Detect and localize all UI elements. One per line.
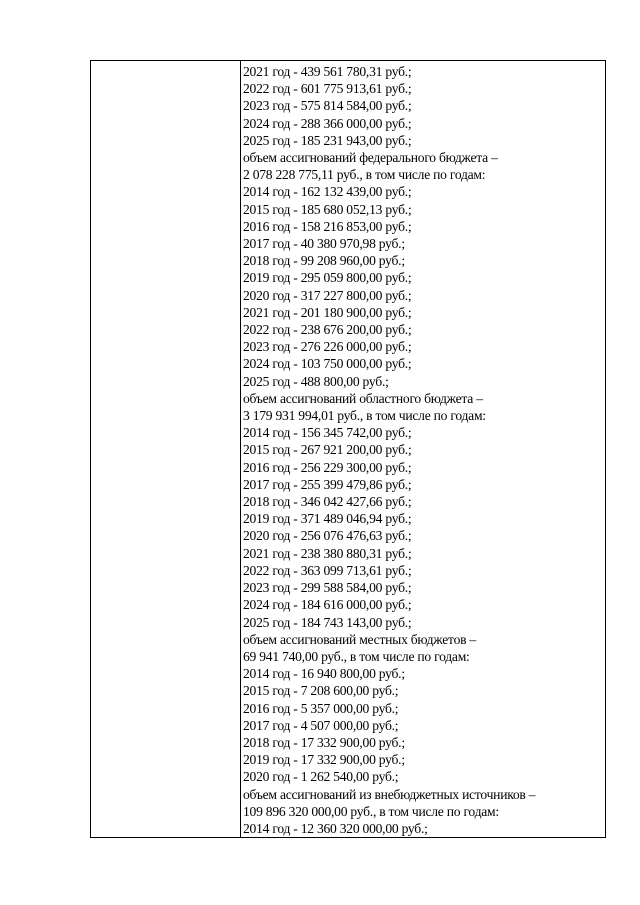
text-line: 2015 год - 267 921 200,00 руб.;: [243, 442, 412, 458]
text-line: 2018 год - 17 332 900,00 руб.;: [243, 734, 405, 750]
text-line: 2014 год - 156 345 742,00 руб.;: [243, 425, 412, 441]
text-line: объем ассигнований из внебюджетных источников –: [243, 786, 536, 802]
text-line: объем ассигнований местных бюджетов –: [243, 631, 476, 647]
text-line: 2014 год - 16 940 800,00 руб.;: [243, 666, 405, 682]
text-line: 2016 год - 256 229 300,00 руб.;: [243, 459, 412, 475]
text-line: 2017 год - 40 380 970,98 руб.;: [243, 236, 405, 252]
text-line: 109 896 320 000,00 руб., в том числе по годам:: [243, 803, 499, 819]
text-line: 2015 год - 7 208 600,00 руб.;: [243, 683, 399, 699]
text-line: 3 179 931 994,01 руб., в том числе по годам:: [243, 408, 486, 424]
text-line: 2021 год - 201 180 900,00 руб.;: [243, 304, 412, 320]
text-line: 2025 год - 488 800,00 руб.;: [243, 373, 389, 389]
table-right-cell: [241, 61, 605, 837]
text-line: 2023 год - 299 588 584,00 руб.;: [243, 580, 412, 596]
text-line: 2021 год - 238 380 880,31 руб.;: [243, 545, 412, 561]
text-line: 2024 год - 184 616 000,00 руб.;: [243, 597, 412, 613]
text-line: 2023 год - 575 814 584,00 руб.;: [243, 98, 412, 114]
text-line: 2024 год - 288 366 000,00 руб.;: [243, 115, 412, 131]
text-line: 2020 год - 256 076 476,63 руб.;: [243, 528, 412, 544]
text-line: 2023 год - 276 226 000,00 руб.;: [243, 339, 412, 355]
text-line: 2017 год - 255 399 479,86 руб.;: [243, 476, 412, 492]
text-line: 2018 год - 346 042 427,66 руб.;: [243, 494, 412, 510]
text-line: 2014 год - 162 132 439,00 руб.;: [243, 184, 412, 200]
text-line: 2024 год - 103 750 000,00 руб.;: [243, 356, 412, 372]
text-line: 2016 год - 158 216 853,00 руб.;: [243, 218, 412, 234]
text-line: 2025 год - 185 231 943,00 руб.;: [243, 132, 412, 148]
text-line: 2014 год - 12 360 320 000,00 руб.;: [243, 820, 428, 836]
table-left-cell: [91, 61, 241, 837]
text-line: 2017 год - 4 507 000,00 руб.;: [243, 717, 399, 733]
text-line: 2018 год - 99 208 960,00 руб.;: [243, 253, 405, 269]
text-line: 2020 год - 1 262 540,00 руб.;: [243, 769, 399, 785]
text-line: 2022 год - 601 775 913,61 руб.;: [243, 81, 412, 97]
text-line: 2022 год - 363 099 713,61 руб.;: [243, 562, 412, 578]
text-line: объем ассигнований областного бюджета –: [243, 390, 483, 406]
text-line: 2019 год - 295 059 800,00 руб.;: [243, 270, 412, 286]
text-line: объем ассигнований федерального бюджета –: [243, 150, 498, 166]
text-line: 2022 год - 238 676 200,00 руб.;: [243, 322, 412, 338]
text-line: 2016 год - 5 357 000,00 руб.;: [243, 700, 399, 716]
text-line: 69 941 740,00 руб., в том числе по годам:: [243, 648, 470, 664]
text-line: 2021 год - 439 561 780,31 руб.;: [243, 64, 412, 79]
text-line: 2025 год - 184 743 143,00 руб.;: [243, 614, 412, 630]
text-line: 2015 год - 185 680 052,13 руб.;: [243, 201, 412, 217]
text-line: 2019 год - 371 489 046,94 руб.;: [243, 511, 412, 527]
text-line: 2020 год - 317 227 800,00 руб.;: [243, 287, 412, 303]
document-table: [90, 60, 606, 838]
text-line: 2 078 228 775,11 руб., в том числе по годам:: [243, 167, 486, 183]
text-line: 2019 год - 17 332 900,00 руб.;: [243, 752, 405, 768]
